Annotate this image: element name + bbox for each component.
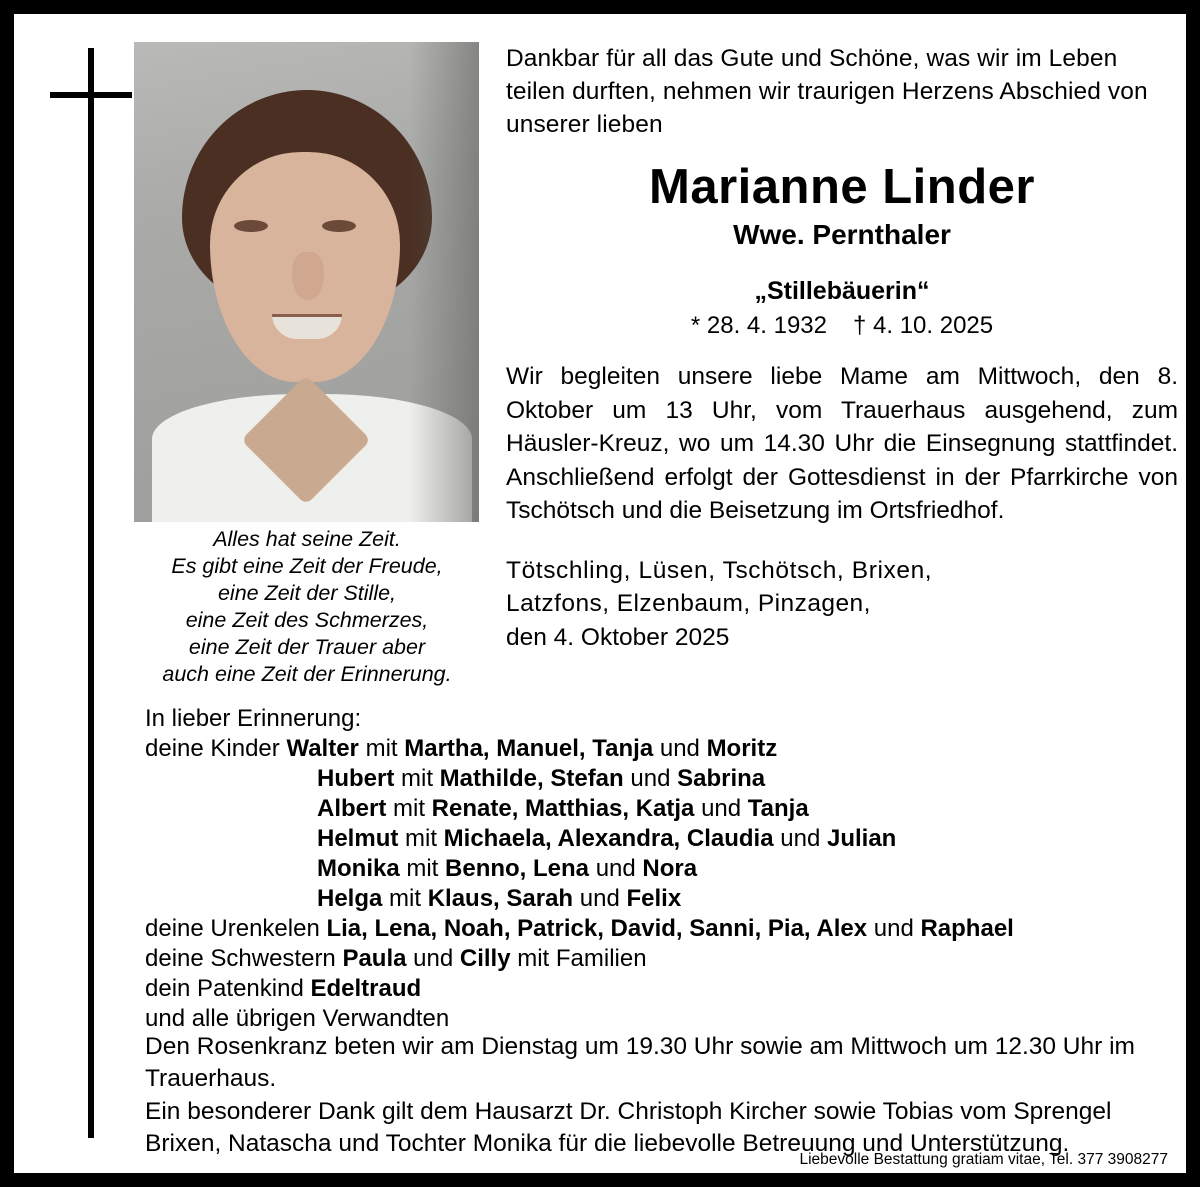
family-name: Paula bbox=[342, 945, 407, 972]
family-line bbox=[145, 974, 1165, 1004]
funeral-home-credit: Liebevolle Bestattung gratiam vitae, Tel. 377 3908277 bbox=[799, 1151, 1168, 1168]
family-name: Klaus, Sarah bbox=[427, 885, 574, 912]
family-conjunction: und bbox=[694, 795, 748, 822]
poem-line: eine Zeit der Stille, bbox=[217, 581, 397, 605]
cross-icon bbox=[88, 48, 94, 1138]
thanks-text: Ein besonderer Dank gilt dem Hausarzt Dr. Christoph Kircher sowie Tobias vom Sprengel Brixen, Natascha und Tochter Monika für die liebevolle Betreuung und Unterstützung. bbox=[145, 1098, 1112, 1157]
portrait-shadow bbox=[409, 42, 479, 522]
family-line bbox=[145, 1004, 1165, 1034]
family-name: Mathilde, Stefan bbox=[439, 765, 624, 792]
family-name: Helga bbox=[317, 885, 383, 912]
family-conjunction: und bbox=[623, 765, 678, 792]
deceased-nickname: „Stillebäuerin“ bbox=[754, 277, 930, 305]
family-conjunction: mit bbox=[398, 825, 444, 852]
family-name: Cilly bbox=[459, 945, 511, 972]
family-line-prefix: deine Urenkelen bbox=[145, 915, 327, 942]
family-conjunction: und bbox=[406, 945, 460, 972]
family-line-prefix: dein Patenkind bbox=[145, 975, 311, 1002]
family-name: Michaela, Alexandra, Claudia bbox=[443, 825, 774, 852]
family-conjunction: mit bbox=[358, 735, 405, 762]
family-line bbox=[145, 734, 1165, 764]
family-heading: In lieber Erinnerung: bbox=[145, 705, 362, 732]
family-line bbox=[145, 854, 1165, 884]
places-line-2: Latzfons, Elzenbaum, Pinzagen, bbox=[506, 590, 871, 617]
family-name: Tanja bbox=[747, 795, 809, 822]
family-name: Nora bbox=[642, 855, 698, 882]
family-list bbox=[145, 704, 1165, 1034]
family-line bbox=[145, 914, 1165, 944]
rosary-text: Den Rosenkranz beten wir am Dienstag um 19.30 Uhr sowie am Mittwoch um 12.30 Uhr im Trauerhaus. bbox=[145, 1033, 1135, 1092]
family-conjunction: und bbox=[589, 855, 643, 882]
notice-main-column bbox=[506, 42, 1178, 654]
family-conjunction: mit Familien bbox=[510, 945, 647, 972]
poem-line: eine Zeit des Schmerzes, bbox=[185, 608, 429, 632]
family-name: Julian bbox=[826, 825, 897, 852]
family-name: Martha, Manuel, Tanja bbox=[404, 735, 654, 762]
portrait-eye-left bbox=[234, 220, 268, 232]
family-line bbox=[145, 884, 1165, 914]
page-inner bbox=[14, 14, 1186, 1173]
family-line bbox=[145, 824, 1165, 854]
poem-line: eine Zeit der Trauer aber bbox=[188, 635, 426, 659]
life-dates bbox=[506, 312, 1178, 340]
places-date: den 4. Oktober 2025 bbox=[506, 623, 730, 651]
family-line-prefix: deine Kinder bbox=[145, 735, 287, 762]
family-lines bbox=[145, 734, 1165, 1034]
ceremony-text: Wir begleiten unsere liebe Mame am Mittwoch, den 8. Oktober um 13 Uhr, vom Trauerhaus ausgehend, zum Häusler-Kreuz, wo um 14.30 Uhr die Einsegnung stattfindet. Anschließend erfolgt der Gottesdienst in der Pfarrkirche von Tschötsch und die Beisetzung im Ortsfriedhof. bbox=[506, 363, 1178, 524]
portrait-eye-right bbox=[322, 220, 356, 232]
family-line bbox=[145, 764, 1165, 794]
family-line-prefix: deine Schwestern bbox=[145, 945, 343, 972]
cross-icon-crossbar bbox=[50, 92, 132, 98]
family-name: Benno, Lena bbox=[445, 855, 590, 882]
poem-line: Es gibt eine Zeit der Freude, bbox=[171, 554, 443, 578]
family-line bbox=[145, 794, 1165, 824]
family-name: Monika bbox=[317, 855, 400, 882]
family-line bbox=[145, 944, 1165, 974]
family-name: Lia, Lena, Noah, Patrick, David, Sanni, Pia, Alex bbox=[326, 915, 868, 942]
family-conjunction: mit bbox=[399, 855, 446, 882]
family-conjunction: und bbox=[653, 735, 707, 762]
birth-date: * 28. 4. 1932 bbox=[690, 312, 827, 339]
family-conjunction: mit bbox=[394, 765, 440, 792]
family-name: Renate, Matthias, Katja bbox=[431, 795, 695, 822]
portrait-nose bbox=[292, 252, 324, 300]
family-line-prefix: und alle übrigen Verwandten bbox=[145, 1005, 450, 1032]
death-date: † 4. 10. 2025 bbox=[853, 312, 994, 339]
family-conjunction: mit bbox=[382, 885, 428, 912]
family-conjunction: und bbox=[867, 915, 921, 942]
deceased-name: Marianne Linder bbox=[649, 160, 1035, 214]
family-name: Sabrina bbox=[677, 765, 766, 792]
family-name: Albert bbox=[317, 795, 387, 822]
family-name: Hubert bbox=[317, 765, 395, 792]
family-conjunction: mit bbox=[386, 795, 432, 822]
family-conjunction: und bbox=[773, 825, 827, 852]
poem-text bbox=[132, 526, 482, 688]
family-name: Walter bbox=[286, 735, 359, 762]
poem-line: auch eine Zeit der Erinnerung. bbox=[162, 662, 452, 686]
places-block bbox=[506, 554, 1178, 655]
family-name: Raphael bbox=[920, 915, 1014, 942]
portrait-photo bbox=[134, 42, 479, 522]
family-conjunction: und bbox=[573, 885, 627, 912]
intro-text: Dankbar für all das Gute und Schöne, was wir im Leben teilen durften, nehmen wir traurigen Herzens Abschied von unserer lieben bbox=[506, 45, 1148, 138]
family-name: Helmut bbox=[317, 825, 399, 852]
family-name: Moritz bbox=[706, 735, 778, 762]
poem-line: Alles hat seine Zeit. bbox=[213, 527, 401, 551]
family-name: Felix bbox=[626, 885, 682, 912]
deceased-subname: Wwe. Pernthaler bbox=[733, 219, 951, 250]
places-line-1: Tötschling, Lüsen, Tschötsch, Brixen, bbox=[506, 556, 933, 584]
family-name: Edeltraud bbox=[310, 975, 422, 1002]
